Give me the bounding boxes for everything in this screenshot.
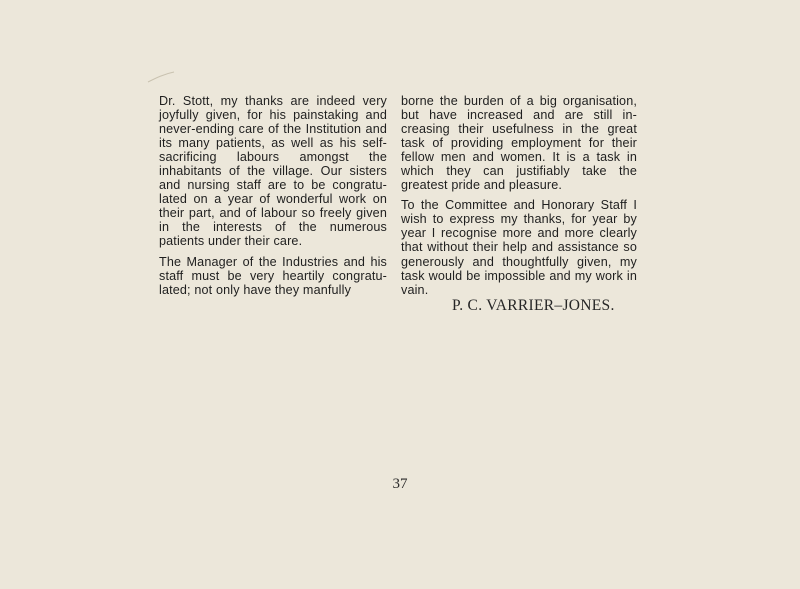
left-text-column	[159, 94, 387, 303]
pencil-mark	[146, 70, 176, 84]
paragraph: The Manager of the Industries and his staff must be very heartily congratu-lated; not only have they manfully	[159, 254, 387, 297]
right-text-column	[401, 94, 637, 303]
page-number: 37	[392, 476, 408, 492]
paragraph: To the Committee and Honorary Staff I wish to express my thanks, for year by year I recognise more and more clearly that without their help and assistance so generously and thoughtfully given, my task would be impossible and my work in vain.	[401, 198, 637, 297]
paragraph: Dr. Stott, my thanks are indeed very joyfully given, for his painstaking and never-ending care of the Institution and its many patients, as well as his self-sacrificing labours amongst the inhabitants of the village. Our sisters and nursing staff are to be congratu-lated on a year of wonderful work on their part, and of labour so freely given in the interests of the numerous patients under their care.	[159, 94, 387, 249]
paragraph: borne the burden of a big organisation, but have increased and are still in-creasing their usefulness in the great task of providing employment for their fellow men and women. It is a task in which they can justifiably take the greatest pride and pleasure.	[401, 94, 637, 193]
author-signature: P. C. VARRIER–JONES.	[452, 297, 615, 314]
